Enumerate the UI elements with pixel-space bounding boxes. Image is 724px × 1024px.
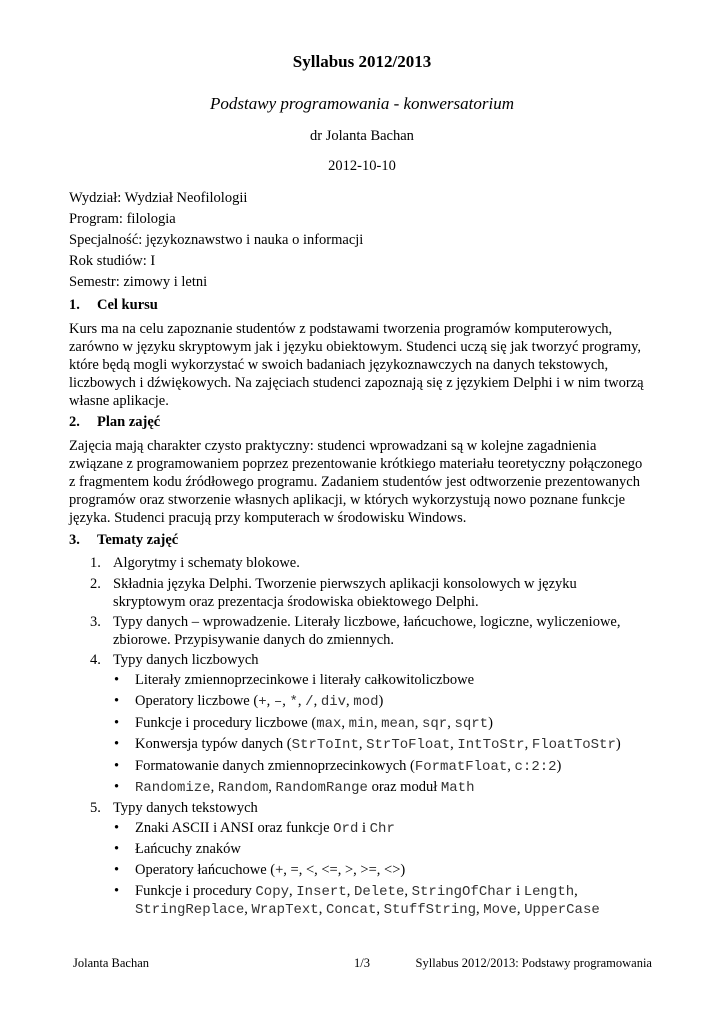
bullet-text: Operatory liczbowe (+, –, *, /, div, mod): [135, 693, 384, 710]
paragraph-line: języka. Studenci pracują przy komputerach w środowisku Windows.: [69, 510, 467, 526]
item-number: 4.: [90, 652, 101, 668]
bullet-text: Konwersja typów danych (StrToInt, StrToFloat, IntToStr, FloatToStr): [135, 736, 621, 753]
bullet-icon: •: [114, 672, 120, 688]
section-1-paragraph: [69, 320, 659, 410]
item-text: zbiorowe. Przypisywanie danych do zmiennych.: [113, 632, 395, 648]
section-heading-3: [69, 532, 178, 549]
course-subtitle: Podstawy programowania - konwersatorium: [210, 94, 514, 113]
bullet-icon: •: [114, 715, 120, 731]
bullet-icon: •: [114, 693, 120, 709]
section-number: 1.: [69, 297, 80, 313]
bullet-icon: •: [114, 779, 120, 795]
bullet-text: Łańcuchy znaków: [135, 841, 241, 857]
footer-author: Jolanta Bachan: [73, 956, 150, 970]
bullet-icon: •: [114, 841, 120, 857]
course-meta: [69, 188, 669, 293]
bullet-text: StringReplace, WrapText, Concat, StuffString, Move, UpperCase: [135, 901, 600, 918]
section-title: Cel kursu: [97, 297, 158, 313]
bullet-icon: •: [114, 862, 120, 878]
item-text: Typy danych – wprowadzenie. Literały liczbowe, łańcuchowe, logiczne, wyliczeniowe,: [113, 614, 621, 630]
paragraph-line: zarówno w języku skryptowym jak i języku obiektowym. Studenci uczą się jak tworzyć programy,: [69, 339, 642, 355]
section-title: Plan zajęć: [97, 414, 161, 430]
item-text: Typy danych liczbowych: [113, 652, 259, 668]
paragraph-line: związane z programowaniem poprzez prezentowanie krótkiego materiału teoretyczny połączonego: [69, 456, 643, 472]
item-number: 5.: [90, 800, 101, 816]
item-number: 2.: [90, 576, 101, 592]
bullet-icon: •: [114, 736, 120, 752]
item-number: 1.: [90, 555, 101, 571]
paragraph-line: z fragmentem kodu źródłowego programu. Zadaniem studentów jest odtworzenie prezentowanych: [69, 474, 640, 490]
section-2-paragraph: [69, 437, 659, 527]
bullet-text: Randomize, Random, RandomRange oraz moduł Math: [135, 779, 475, 796]
meta-program: Program: filologia: [69, 211, 176, 227]
bullet-icon: •: [114, 820, 120, 836]
author: dr Jolanta Bachan: [310, 128, 414, 144]
item-number: 3.: [90, 614, 101, 630]
section-heading-2: [69, 414, 160, 431]
section-number: 2.: [69, 414, 80, 430]
paragraph-line: liczbowych i dźwiękowych. Na zajęciach studenci zapoznają się z językiem Delphi i w nim tworzą: [69, 375, 644, 391]
bullet-icon: •: [114, 883, 120, 899]
document-date: 2012-10-10: [328, 158, 396, 174]
meta-semester: Semestr: zimowy i letni: [69, 274, 208, 290]
bullet-text: Literały zmiennoprzecinkowe i literały całkowitoliczbowe: [135, 672, 475, 688]
paragraph-line: programów oraz stworzenie własnych aplikacji, w których wykorzystują nowo poznane funkcje: [69, 492, 626, 508]
meta-faculty: Wydział: Wydział Neofilologii: [69, 190, 248, 206]
item-text: skryptowym oraz prezentacja środowiska obiektowego Delphi.: [113, 594, 479, 610]
item-text: Składnia języka Delphi. Tworzenie pierwszych aplikacji konsolowych w języku: [113, 576, 577, 592]
paragraph-line: własne aplikacje.: [69, 393, 169, 409]
document-title: Syllabus 2012/2013: [292, 52, 432, 71]
paragraph-line: które będą mogli wykorzystać w swoich badaniach językoznawczych na danych tekstowych,: [69, 357, 609, 373]
meta-specialization: Specjalność: językoznawstwo i nauka o informacji: [69, 232, 364, 248]
bullet-text: Funkcje i procedury liczbowe (max, min, mean, sqr, sqrt): [135, 715, 493, 732]
section-title: Tematy zajęć: [97, 532, 179, 548]
section-number: 3.: [69, 532, 80, 548]
bullet-text: Znaki ASCII i ANSI oraz funkcje Ord i Chr: [135, 820, 395, 837]
bullet-text: Funkcje i procedury Copy, Insert, Delete, StringOfChar i Length,: [135, 883, 578, 900]
paragraph-line: Kurs ma na celu zapoznanie studentów z podstawami tworzenia programów komputerowych,: [69, 321, 613, 337]
meta-year: Rok studiów: I: [69, 253, 156, 269]
item-text: Typy danych tekstowych: [113, 800, 258, 816]
bullet-text: Operatory łańcuchowe (+, =, <, <=, >, >=, <>): [135, 862, 406, 878]
bullet-text: Formatowanie danych zmiennoprzecinkowych (FormatFloat, c:2:2): [135, 758, 562, 775]
section-heading-1: [69, 297, 158, 314]
bullet-icon: •: [114, 758, 120, 774]
footer-course: Syllabus 2012/2013: Podstawy programowania: [415, 956, 652, 970]
page-number: 1/3: [354, 956, 370, 970]
paragraph-line: Zajęcia mają charakter czysto praktyczny: studenci wprowadzani są w kolejne zagadnienia: [69, 438, 597, 454]
item-text: Algorytmy i schematy blokowe.: [113, 555, 300, 571]
